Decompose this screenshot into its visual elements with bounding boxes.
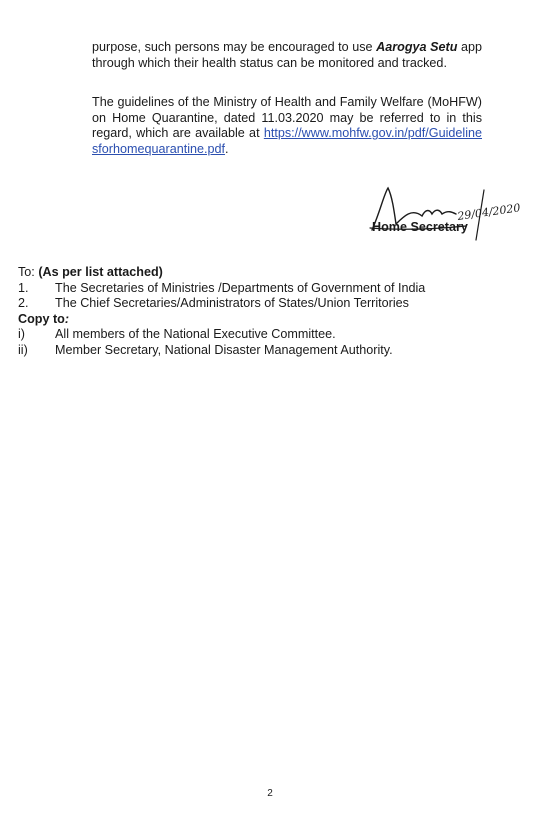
signature-date: 29/04/2020	[456, 201, 522, 223]
list-item	[18, 296, 518, 312]
list-text: Member Secretary, National Disaster Management Authority.	[55, 342, 393, 357]
distribution-block	[18, 265, 518, 359]
list-item	[18, 327, 518, 343]
guidelines-link[interactable]: https://www.mohfw.gov.in/pdf/Guidelinesforhomequarantine.pdf	[92, 126, 482, 156]
paragraph-end: .	[225, 141, 229, 156]
copy-colon: :	[64, 311, 70, 326]
copy-heading	[18, 312, 518, 328]
list-number: ii)	[18, 342, 28, 357]
list-text: All members of the National Executive Committee.	[55, 327, 336, 342]
paragraph-text: app through which their health status can be monitored and tracked.	[92, 40, 482, 70]
list-number: 1.	[18, 280, 29, 295]
list-number: 2.	[18, 296, 29, 311]
paragraph-text: The guidelines of the Ministry of Health and Family Welfare (MoHFW) on Home Quarantine, dated 11.03.2020 may be referred to in this regard, which are available at	[92, 95, 482, 141]
to-note: (As per list attached)	[38, 265, 163, 279]
to-heading	[18, 265, 518, 281]
app-name: Aarogya Setu	[376, 40, 458, 54]
list-text: The Secretaries of Ministries /Departments of Government of India	[55, 280, 426, 295]
copy-label: Copy to	[18, 311, 65, 326]
list-item	[18, 343, 518, 359]
list-number: i)	[18, 327, 25, 342]
paragraph-text: purpose, such persons may be encouraged to use	[92, 40, 377, 54]
page-number: 2	[267, 788, 273, 799]
paragraph-guidelines	[92, 95, 482, 157]
list-item	[18, 281, 518, 297]
list-text: The Chief Secretaries/Administrators of States/Union Territories	[55, 296, 409, 311]
signature-graphic	[366, 184, 536, 244]
paragraph-aarogya-setu	[92, 40, 482, 71]
to-label: To:	[18, 265, 35, 279]
signatory-title: Home Secretary	[372, 220, 468, 234]
